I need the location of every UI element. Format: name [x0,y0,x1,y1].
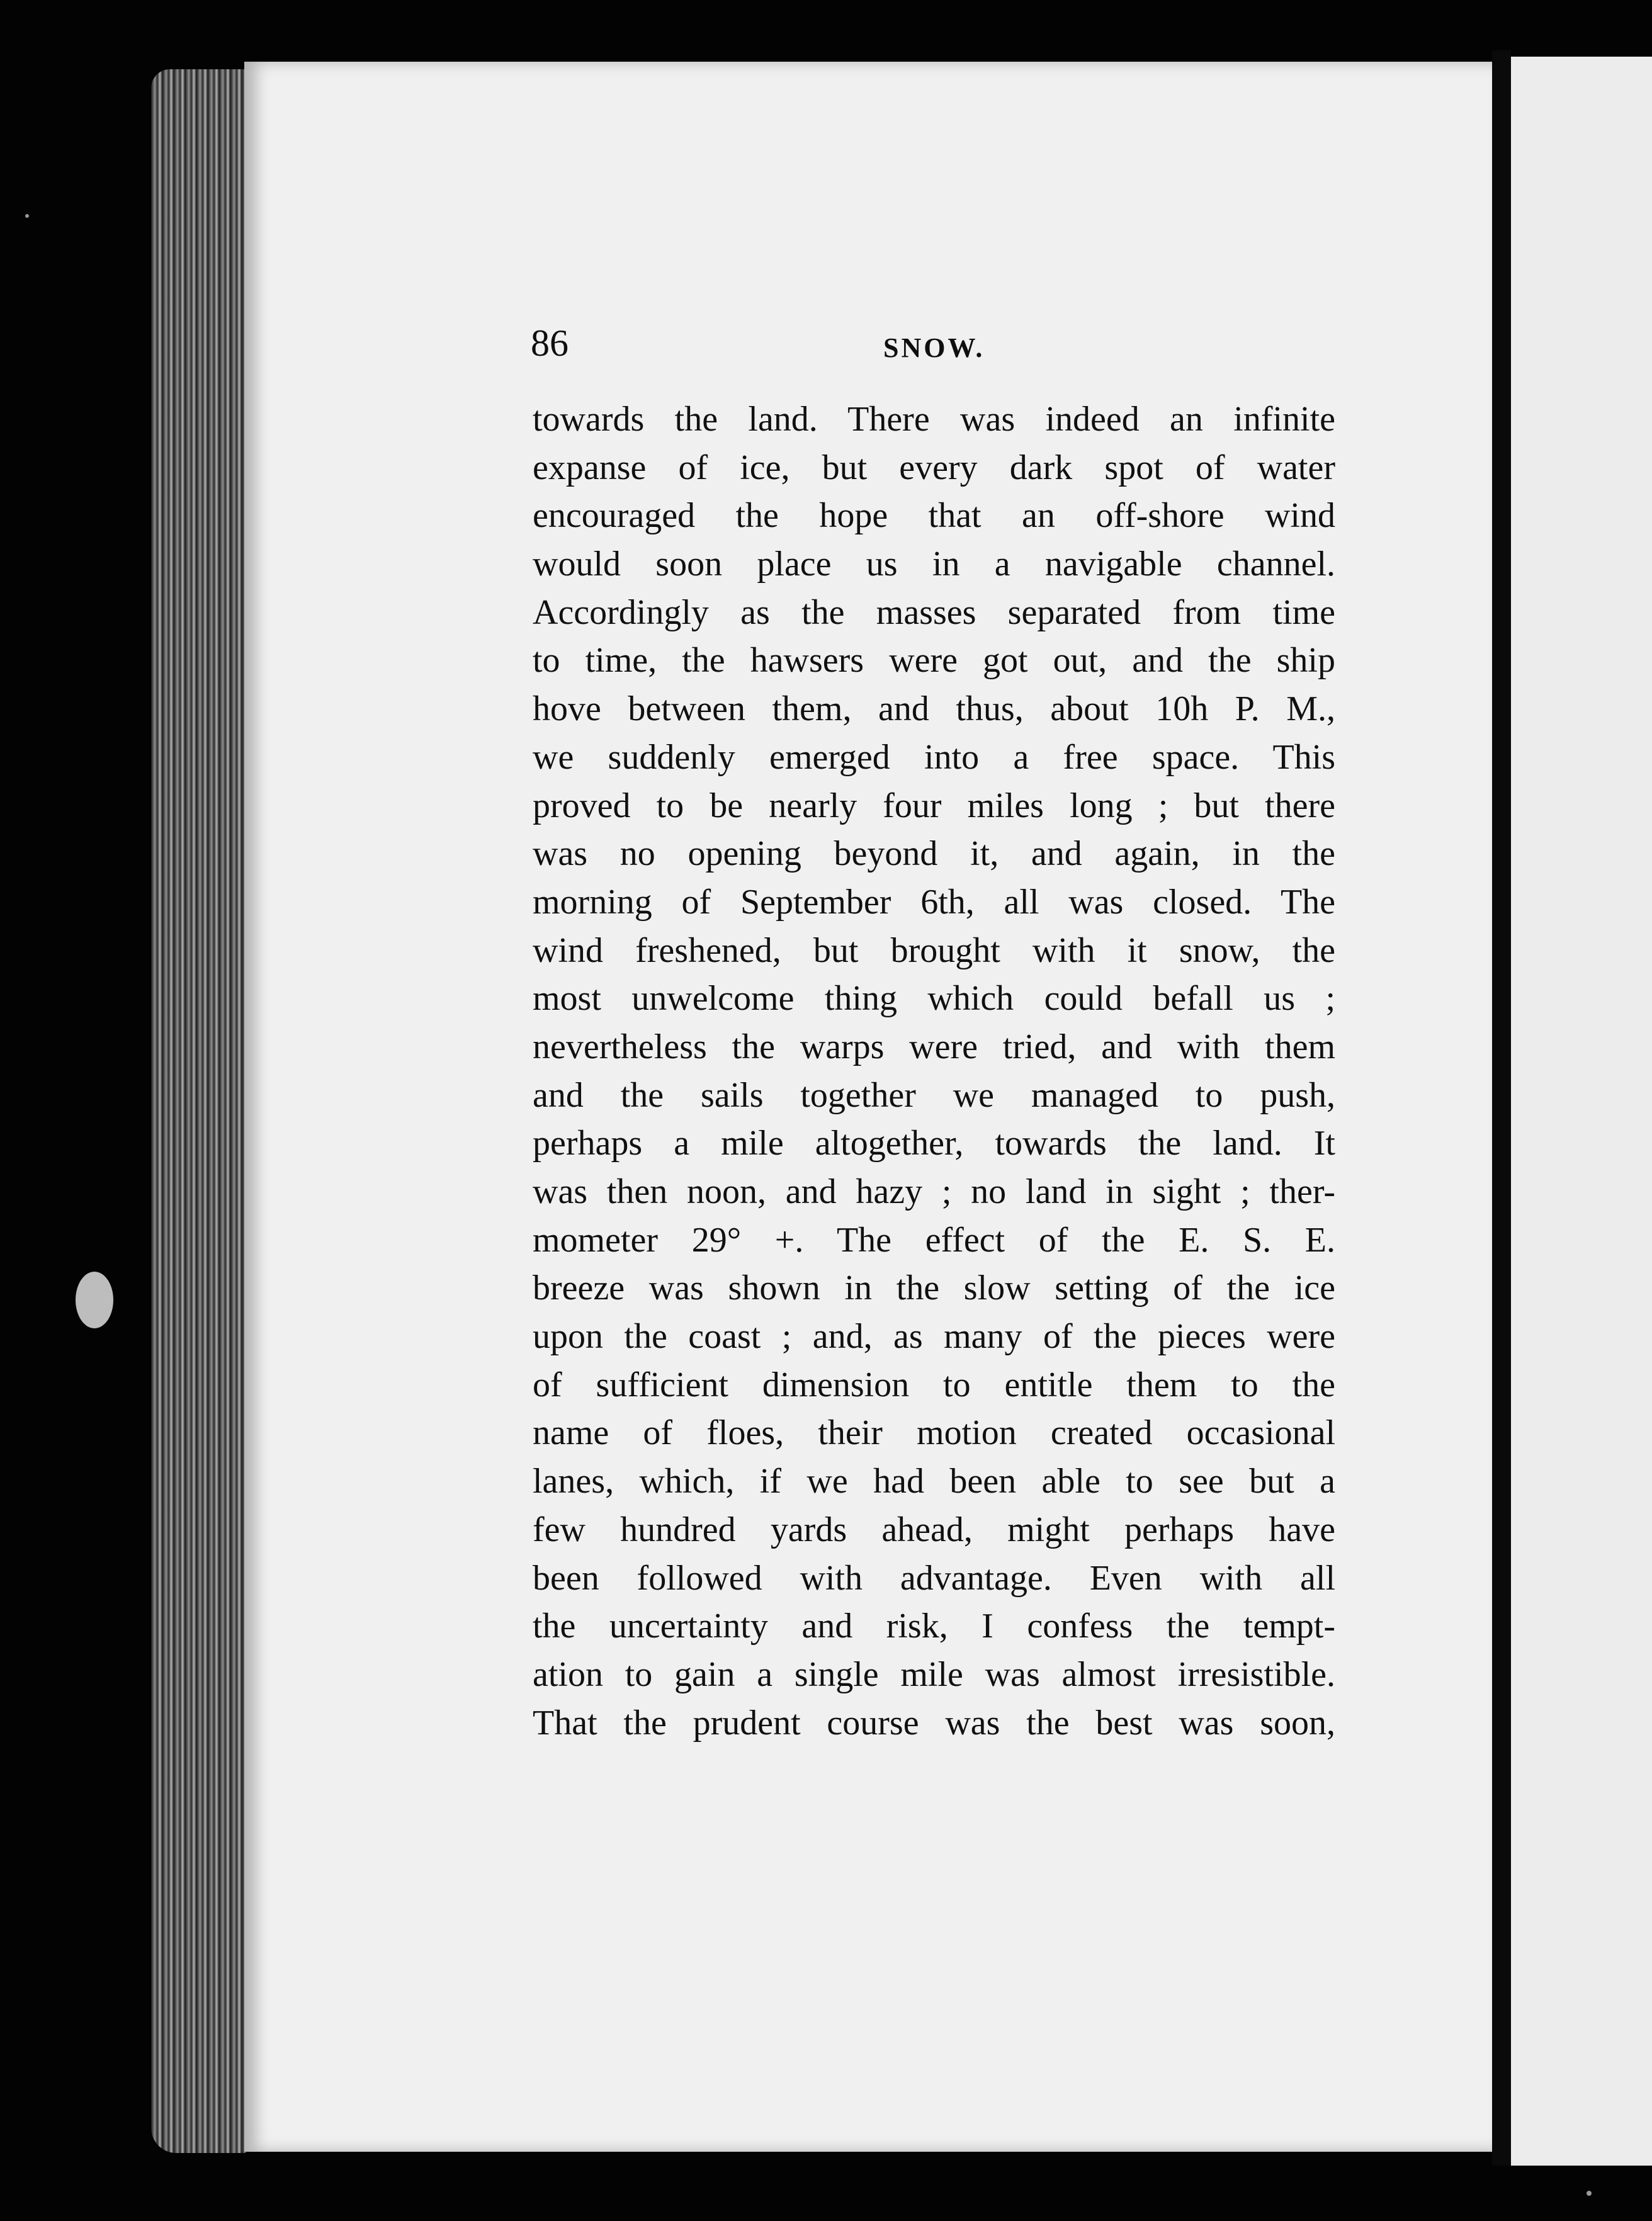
text-line: been followed with advantage. Even with all [533,1558,1335,1598]
text-line: mometer 29° +. The effect of the E. S. E. [533,1220,1335,1260]
text-line: hove between them, and thus, about 10h P. M., [533,689,1335,729]
text-line: lanes, which, if we had been able to see but a [533,1462,1335,1501]
running-head: SNOW. [883,332,985,363]
text-line: and the sails together we managed to push, [533,1075,1335,1115]
text-line: nevertheless the warps were tried, and with them [533,1027,1335,1066]
text-line: most unwelcome thing which could befall us ; [533,979,1335,1019]
book-gutter [1492,50,1511,2166]
scan-speck [1587,2191,1592,2196]
text-line: perhaps a mile altogether, towards the land. It [533,1124,1335,1163]
text-line: the uncertainty and risk, I confess the tempt- [533,1607,1335,1646]
text-line: proved to be nearly four miles long ; but there [533,786,1335,825]
scan-speck [76,1272,113,1328]
text-line: of sufficient dimension to entitle them to the [533,1365,1335,1404]
text-line: Accordingly as the masses separated from time [533,592,1335,632]
text-line: was then noon, and hazy ; no land in sight ; ther- [533,1172,1335,1211]
text-line: expanse of ice, but every dark spot of water [533,448,1335,487]
text-line: wind freshened, but brought with it snow, the [533,930,1335,970]
scan-speck [25,214,29,218]
book-page-edges [151,69,246,2153]
text-line: was no opening beyond it, and again, in the [533,834,1335,874]
text-line: we suddenly emerged into a free space. This [533,737,1335,777]
text-line: to time, the hawsers were got out, and the ship [533,641,1335,681]
page-header [531,315,1335,371]
body-text [533,395,1335,1747]
text-line: towards the land. There was indeed an infinite [533,400,1335,439]
text-line: would soon place us in a navigable channel. [533,545,1335,584]
text-line: morning of September 6th, all was closed. The [533,882,1335,922]
text-line: upon the coast ; and, as many of the pieces were [533,1317,1335,1357]
page-number: 86 [531,322,569,364]
facing-page-edge [1511,57,1652,2166]
text-line: ation to gain a single mile was almost irresistible. [533,1654,1335,1694]
text-line: breeze was shown in the slow setting of the ice [533,1269,1335,1308]
text-line: few hundred yards ahead, might perhaps have [533,1510,1335,1549]
text-line: That the prudent course was the best was soon, [533,1703,1335,1743]
text-line: encouraged the hope that an off-shore wind [533,496,1335,536]
text-line: name of floes, their motion created occasional [533,1413,1335,1453]
